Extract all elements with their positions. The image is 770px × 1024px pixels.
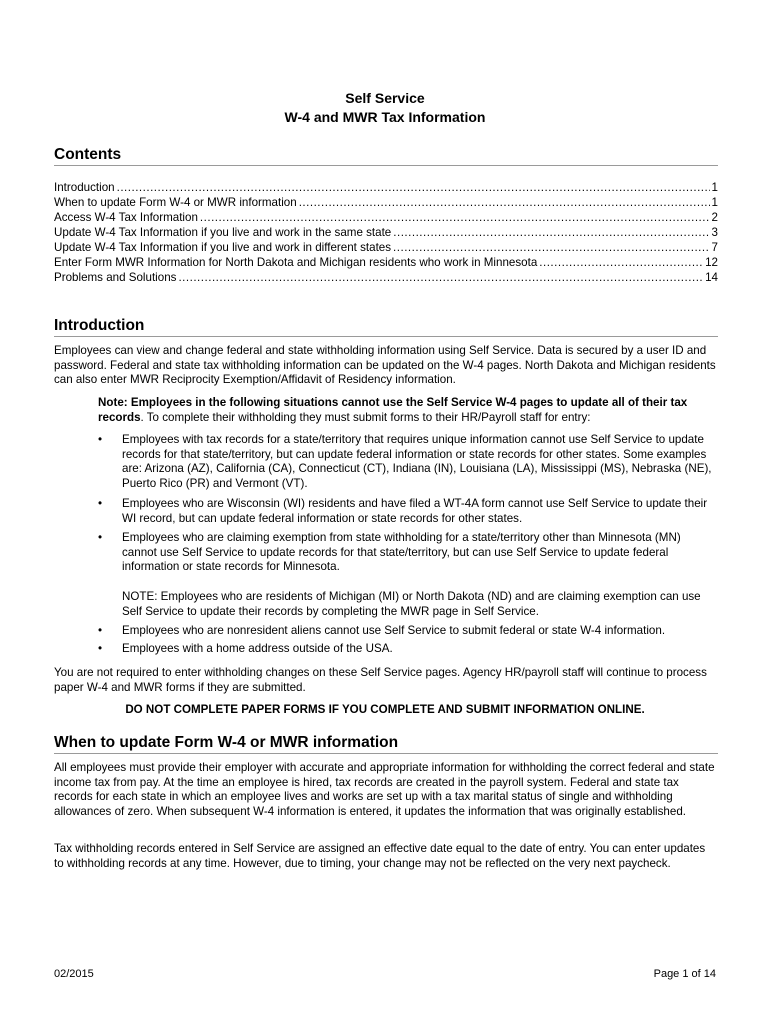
toc-entry-label: Introduction xyxy=(54,181,115,194)
contents-heading: Contents xyxy=(54,146,122,163)
toc-leader xyxy=(200,210,710,225)
toc-entry-label: When to update Form W-4 or MWR information xyxy=(54,196,297,209)
toc-entry[interactable] xyxy=(54,225,718,240)
introduction-paragraph: Employees can view and change federal and state withholding information using Self Service. Data is secured by a user ID and password. Federal and state tax withholding information can be updated on the W-4 pages. North Dakota and Michigan residents can also enter MWR Reciprocity Exemption/Affidavit of Residency information. xyxy=(54,344,716,387)
bullet-item: Employees with a home address outside of the USA. xyxy=(122,642,393,655)
bullet-item: Employees who are Wisconsin (WI) residents and have filed a WT-4A form cannot use Self Service to update their WI record, but can update federal information or state records for other states. xyxy=(122,497,708,525)
document-title-line2: W-4 and MWR Tax Information xyxy=(284,109,486,125)
bullet-icon: • xyxy=(98,433,103,446)
toc-entry-page: 3 xyxy=(711,226,718,239)
bullet-icon: • xyxy=(98,642,103,655)
when-to-update-rule xyxy=(54,753,718,754)
toc-entry-label: Access W-4 Tax Information xyxy=(54,211,198,224)
toc-entry-page: 7 xyxy=(711,241,718,254)
toc-entry[interactable] xyxy=(54,180,718,195)
toc-leader xyxy=(393,240,710,255)
bullet-icon: • xyxy=(98,624,103,637)
when-to-update-paragraph-2: Tax withholding records entered in Self Service are assigned an effective date equal to the date of entry. You can enter updates to withholding records at any time. However, due to timing, your change may not be reflected on the very next paycheck. xyxy=(54,842,706,870)
toc-leader xyxy=(299,195,710,210)
introduction-note xyxy=(98,396,720,425)
toc-leader xyxy=(178,270,703,285)
toc-entry[interactable] xyxy=(54,210,718,225)
toc-entry-label: Update W-4 Tax Information if you live and work in different states xyxy=(54,241,392,254)
toc-entry-label: Problems and Solutions xyxy=(54,271,177,284)
toc-entry[interactable] xyxy=(54,270,718,285)
toc-entry[interactable] xyxy=(54,240,718,255)
toc-entry-page: 14 xyxy=(705,271,718,284)
bullet-icon: • xyxy=(98,531,103,544)
when-to-update-paragraph-1: All employees must provide their employer with accurate and appropriate information for withholding the correct federal and state income tax from pay. At the time an employee is hired, tax records are created in the payroll system. Federal and state tax records for each state in which an employee lives and works are set up with a tax marital status of single and withholding allowances of zero. When subsequent W-4 information is entered, it updates the information that was originally established. xyxy=(54,761,715,818)
introduction-note-rest: . To complete their withholding they must submit forms to their HR/Payroll staff for entry: xyxy=(140,410,591,424)
contents-rule xyxy=(54,165,718,166)
toc-leader xyxy=(117,180,710,195)
toc-entry[interactable] xyxy=(54,255,718,270)
document-title-line1: Self Service xyxy=(345,90,425,106)
bullet-note: NOTE: Employees who are residents of Michigan (MI) or North Dakota (ND) and are claiming exemption can use Self Service to update their records by completing the MWR page in Self Service. xyxy=(122,590,701,618)
toc-entry-page: 12 xyxy=(705,256,718,269)
toc-entry[interactable] xyxy=(54,195,718,210)
footer-date: 02/2015 xyxy=(54,968,94,980)
bullet-item: Employees who are claiming exemption from state withholding for a state/territory other than Minnesota (MN) cannot use Self Service to update records for that state/territory, but can use Self Service to update federal information or state records for Minnesota. xyxy=(122,531,681,574)
toc-entry-page: 1 xyxy=(711,196,718,209)
introduction-heading: Introduction xyxy=(54,317,145,334)
bullet-item: Employees who are nonresident aliens cannot use Self Service to submit federal or state W-4 information. xyxy=(122,624,666,637)
introduction-paragraph-2: You are not required to enter withholding changes on these Self Service pages. Agency HR/payroll staff will continue to process paper W-4 and MWR forms if they are submitted. xyxy=(54,666,707,694)
toc-entry-page: 1 xyxy=(711,181,718,194)
bullet-item: Employees with tax records for a state/territory that requires unique information cannot use Self Service to update records for that state/territory, but can update federal information or state records for other states. Some examples are: Arizona (AZ), California (CA), Connecticut (CT), Indiana (IN), Louisiana (LA), Mississippi (MS), Nebraska (NE), Puerto Rico (PR) and Vermont (VT). xyxy=(122,433,712,490)
bullet-icon: • xyxy=(98,497,103,510)
when-to-update-heading: When to update Form W-4 or MWR information xyxy=(54,734,399,751)
introduction-rule xyxy=(54,336,718,337)
toc-leader xyxy=(539,255,703,270)
toc-entry-label: Enter Form MWR Information for North Dakota and Michigan residents who work in Minnesota xyxy=(54,256,538,269)
paper-forms-warning: DO NOT COMPLETE PAPER FORMS IF YOU COMPLETE AND SUBMIT INFORMATION ONLINE. xyxy=(125,703,645,716)
introduction-note-bold: Note: Employees in the following situations cannot use the Self Service W-4 pages to update all of their tax records xyxy=(98,396,688,424)
toc-entry-label: Update W-4 Tax Information if you live and work in the same state xyxy=(54,226,392,239)
toc-leader xyxy=(393,225,709,240)
footer-page-number: Page 1 of 14 xyxy=(653,968,716,980)
toc-entry-page: 2 xyxy=(711,211,718,224)
